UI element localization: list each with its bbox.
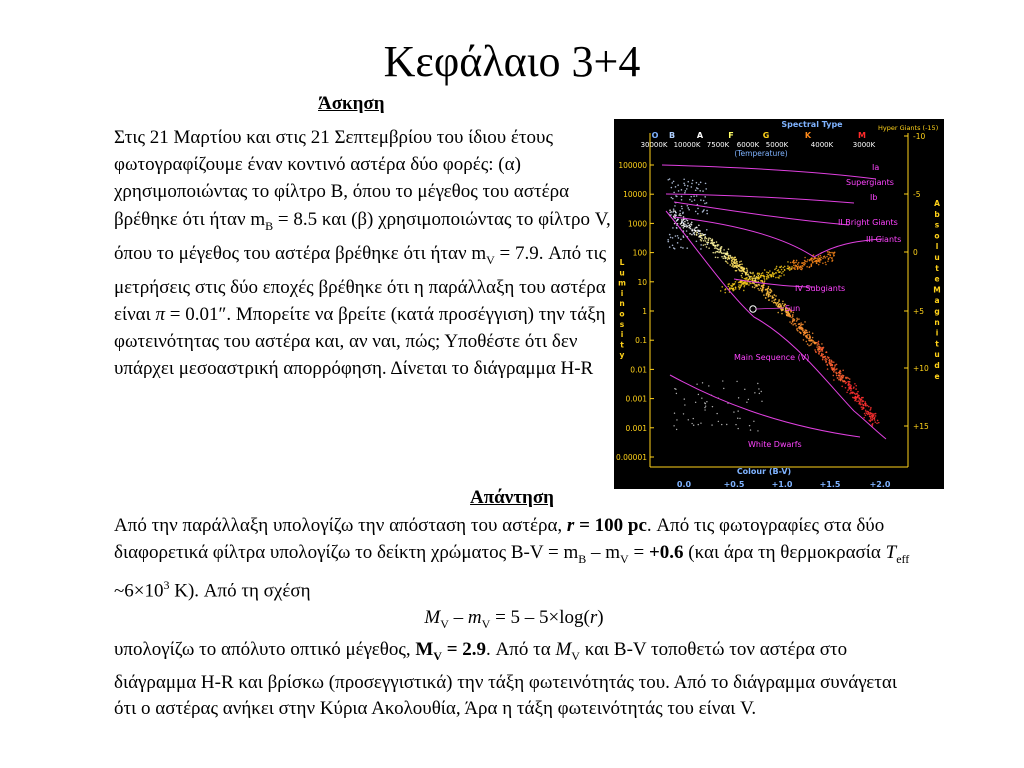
curve-white-dwarfs <box>670 375 860 437</box>
colour-axis-label: Colour (B-V) <box>736 467 792 476</box>
spectral-classes <box>652 131 866 140</box>
magnitude-tick: +15 <box>913 422 929 431</box>
luminosity-tick: 10000 <box>623 190 647 200</box>
label-main-sequence: Main Sequence (V) <box>734 353 810 362</box>
label-sun: Sun <box>785 304 801 313</box>
label-ia: Ia <box>872 163 880 172</box>
svg-text:n: n <box>934 317 940 327</box>
colour-tick: +1.5 <box>819 480 841 489</box>
luminosity-tick: 1 <box>642 307 647 316</box>
label-ib: Ib <box>870 193 878 202</box>
answer-text <box>114 513 914 723</box>
slide-title: Κεφάλαιο 3+4 <box>383 37 641 86</box>
luminosity-tick: 0.001 <box>625 423 647 433</box>
colour-tick: +0.5 <box>723 480 745 489</box>
colour-tick: 0.0 <box>676 480 692 489</box>
svg-text:y: y <box>619 350 625 360</box>
svg-text:t: t <box>620 340 624 350</box>
label-subgiants: IV Subgiants <box>795 284 846 293</box>
svg-text:b: b <box>934 209 940 219</box>
answer-equation: $M_V - m_V = 5 - 5\times\log(r)$ <box>424 606 604 631</box>
temperature-ticks <box>641 141 876 149</box>
svg-text:o: o <box>934 231 940 241</box>
svg-text:m: m <box>618 278 626 288</box>
temperature-tick: 4000K <box>810 141 834 149</box>
svg-text:i: i <box>620 330 624 340</box>
curve-ib <box>666 194 854 203</box>
label-supergiants: Supergiants <box>846 178 894 187</box>
magnitude-tick: -10 <box>913 132 926 141</box>
sun-marker <box>750 306 756 312</box>
spectral-class-G: G <box>762 131 770 140</box>
exercise-heading: Άσκηση <box>318 93 385 114</box>
svg-text:u: u <box>934 350 940 360</box>
magnitude-tick: +10 <box>913 364 929 373</box>
hr-diagram <box>614 119 944 489</box>
svg-text:s: s <box>934 220 940 230</box>
svg-text:t: t <box>935 263 939 273</box>
luminosity-tick: 10 <box>637 277 647 287</box>
colour-tick: +2.0 <box>869 480 891 489</box>
svg-text:e: e <box>934 274 940 284</box>
colour-tick: +1.0 <box>771 480 793 489</box>
svg-text:u: u <box>934 253 940 262</box>
svg-text:M: M <box>933 285 941 295</box>
svg-text:t: t <box>935 339 939 349</box>
luminosity-axis-label <box>618 258 626 360</box>
svg-text:s: s <box>619 319 625 329</box>
luminosity-tick: 0.01 <box>630 365 647 375</box>
exercise-text: Στις 21 Μαρτίου και στις 21 Σεπτεμβρίου του ίδιου έτους φωτογραφίζουμε έναν κοντινό αστέρα δύο φορές: (α) χρησιμοποιώντας το φίλτρο B, όπου το μέγεθος του αστέρα βρέθηκε ότι ήταν $m_B = 8.5$ και (β) χρησιμοποιώντας το φίλτρο V, όπου το μέγεθος του αστέρα βρέθηκε ότι ήταν $m_V = 7.9$. Από τις μετρήσεις στις δύο εποχές βρέθηκε ότι η παράλλαξη του αστέρα είναι π = 0.01″. Μπορείτε να βρείτε (κατά προσέγγιση) την τάξη φωτεινότητας του αστέρα και, αν ναι, πώς; Υποθέστε ότι δεν υπάρχει μεσοαστρική απορρόφηση. Δίνεται το διάγραμμα H-R <box>114 127 611 380</box>
answer-paragraph-1: Από την παράλλαξη υπολογίζω την απόσταση του αστέρα, r = 100 pc. Από τις φωτογραφίες στα δύο διαφορετικά φίλτρα υπολογίζω το δείκτη χρώματος $B-V = m_B - m_V = +0.6$ (και άρα τη θερμοκρασία $T_{eff}$ $\sim 6\times 10^3$ K). Από τη σχέση <box>114 515 910 602</box>
spectral-class-O: O <box>651 131 659 140</box>
svg-text:l: l <box>935 242 939 252</box>
temperature-tick: 5000K <box>765 141 789 149</box>
curve-bright-giants <box>674 202 849 225</box>
magnitude-axis-label <box>933 199 940 381</box>
answer-paragraph-2: υπολογίζω το απόλυτο οπτικό μέγεθος, $M_V = 2.9$. Από τα $M_V$ και B-V τοποθετώ τον αστέρα στο διάγραμμα H-R και βρίσκω (προσεγγιστικά) την τάξη φωτεινότητάς του. Από το διάγραμμα συνάγεται ότι ο αστέρας ανήκει στην Κύρια Ακολουθία, Άρα η τάξη φωτεινότητάς του είναι V. <box>114 639 897 720</box>
luminosity-tick: 1000 <box>627 219 647 229</box>
temperature-tick: 3000K <box>852 141 876 149</box>
label-bright-giants: II Bright Giants <box>838 218 898 227</box>
svg-text:n: n <box>619 299 625 309</box>
luminosity-tick: 0.00001 <box>615 453 647 462</box>
curve-ia <box>662 165 876 179</box>
svg-text:o: o <box>619 309 625 319</box>
spectral-class-K: K <box>804 131 812 140</box>
spectral-class-B: B <box>668 131 676 140</box>
temperature-tick: 6000K <box>736 141 760 149</box>
temperature-tick: 30000K <box>640 141 668 149</box>
luminosity-tick: 100000 <box>618 161 647 170</box>
hyper-giants-label: Hyper Giants (-15) <box>878 124 939 132</box>
svg-text:u: u <box>619 268 625 278</box>
magnitude-tick: +5 <box>913 307 925 316</box>
svg-text:g: g <box>934 307 940 316</box>
spectral-class-F: F <box>728 131 734 140</box>
spectral-class-A: A <box>696 131 704 140</box>
spectral-type-title: Spectral Type <box>781 120 843 129</box>
spectral-class-M: M <box>858 131 866 140</box>
temperature-label: (Temperature) <box>734 149 788 158</box>
svg-text:a: a <box>934 296 940 306</box>
svg-text:i: i <box>935 328 939 338</box>
svg-text:i: i <box>620 288 624 298</box>
luminosity-tick: 0.001 <box>625 394 647 404</box>
svg-text:d: d <box>934 361 940 370</box>
label-giants: III Giants <box>866 235 902 244</box>
label-white-dwarfs: White Dwarfs <box>748 440 802 449</box>
svg-text:L: L <box>619 258 625 267</box>
svg-text:e: e <box>934 371 940 381</box>
svg-text:A: A <box>934 199 940 208</box>
answer-heading: Απάντηση <box>470 487 554 508</box>
luminosity-tick: 0.1 <box>635 336 647 346</box>
temperature-tick: 7500K <box>706 141 730 149</box>
luminosity-tick: 100 <box>632 248 647 258</box>
curve-main-sequence <box>666 211 886 439</box>
magnitude-tick: -5 <box>913 190 921 199</box>
magnitude-tick: 0 <box>913 248 918 257</box>
temperature-tick: 10000K <box>673 141 701 149</box>
